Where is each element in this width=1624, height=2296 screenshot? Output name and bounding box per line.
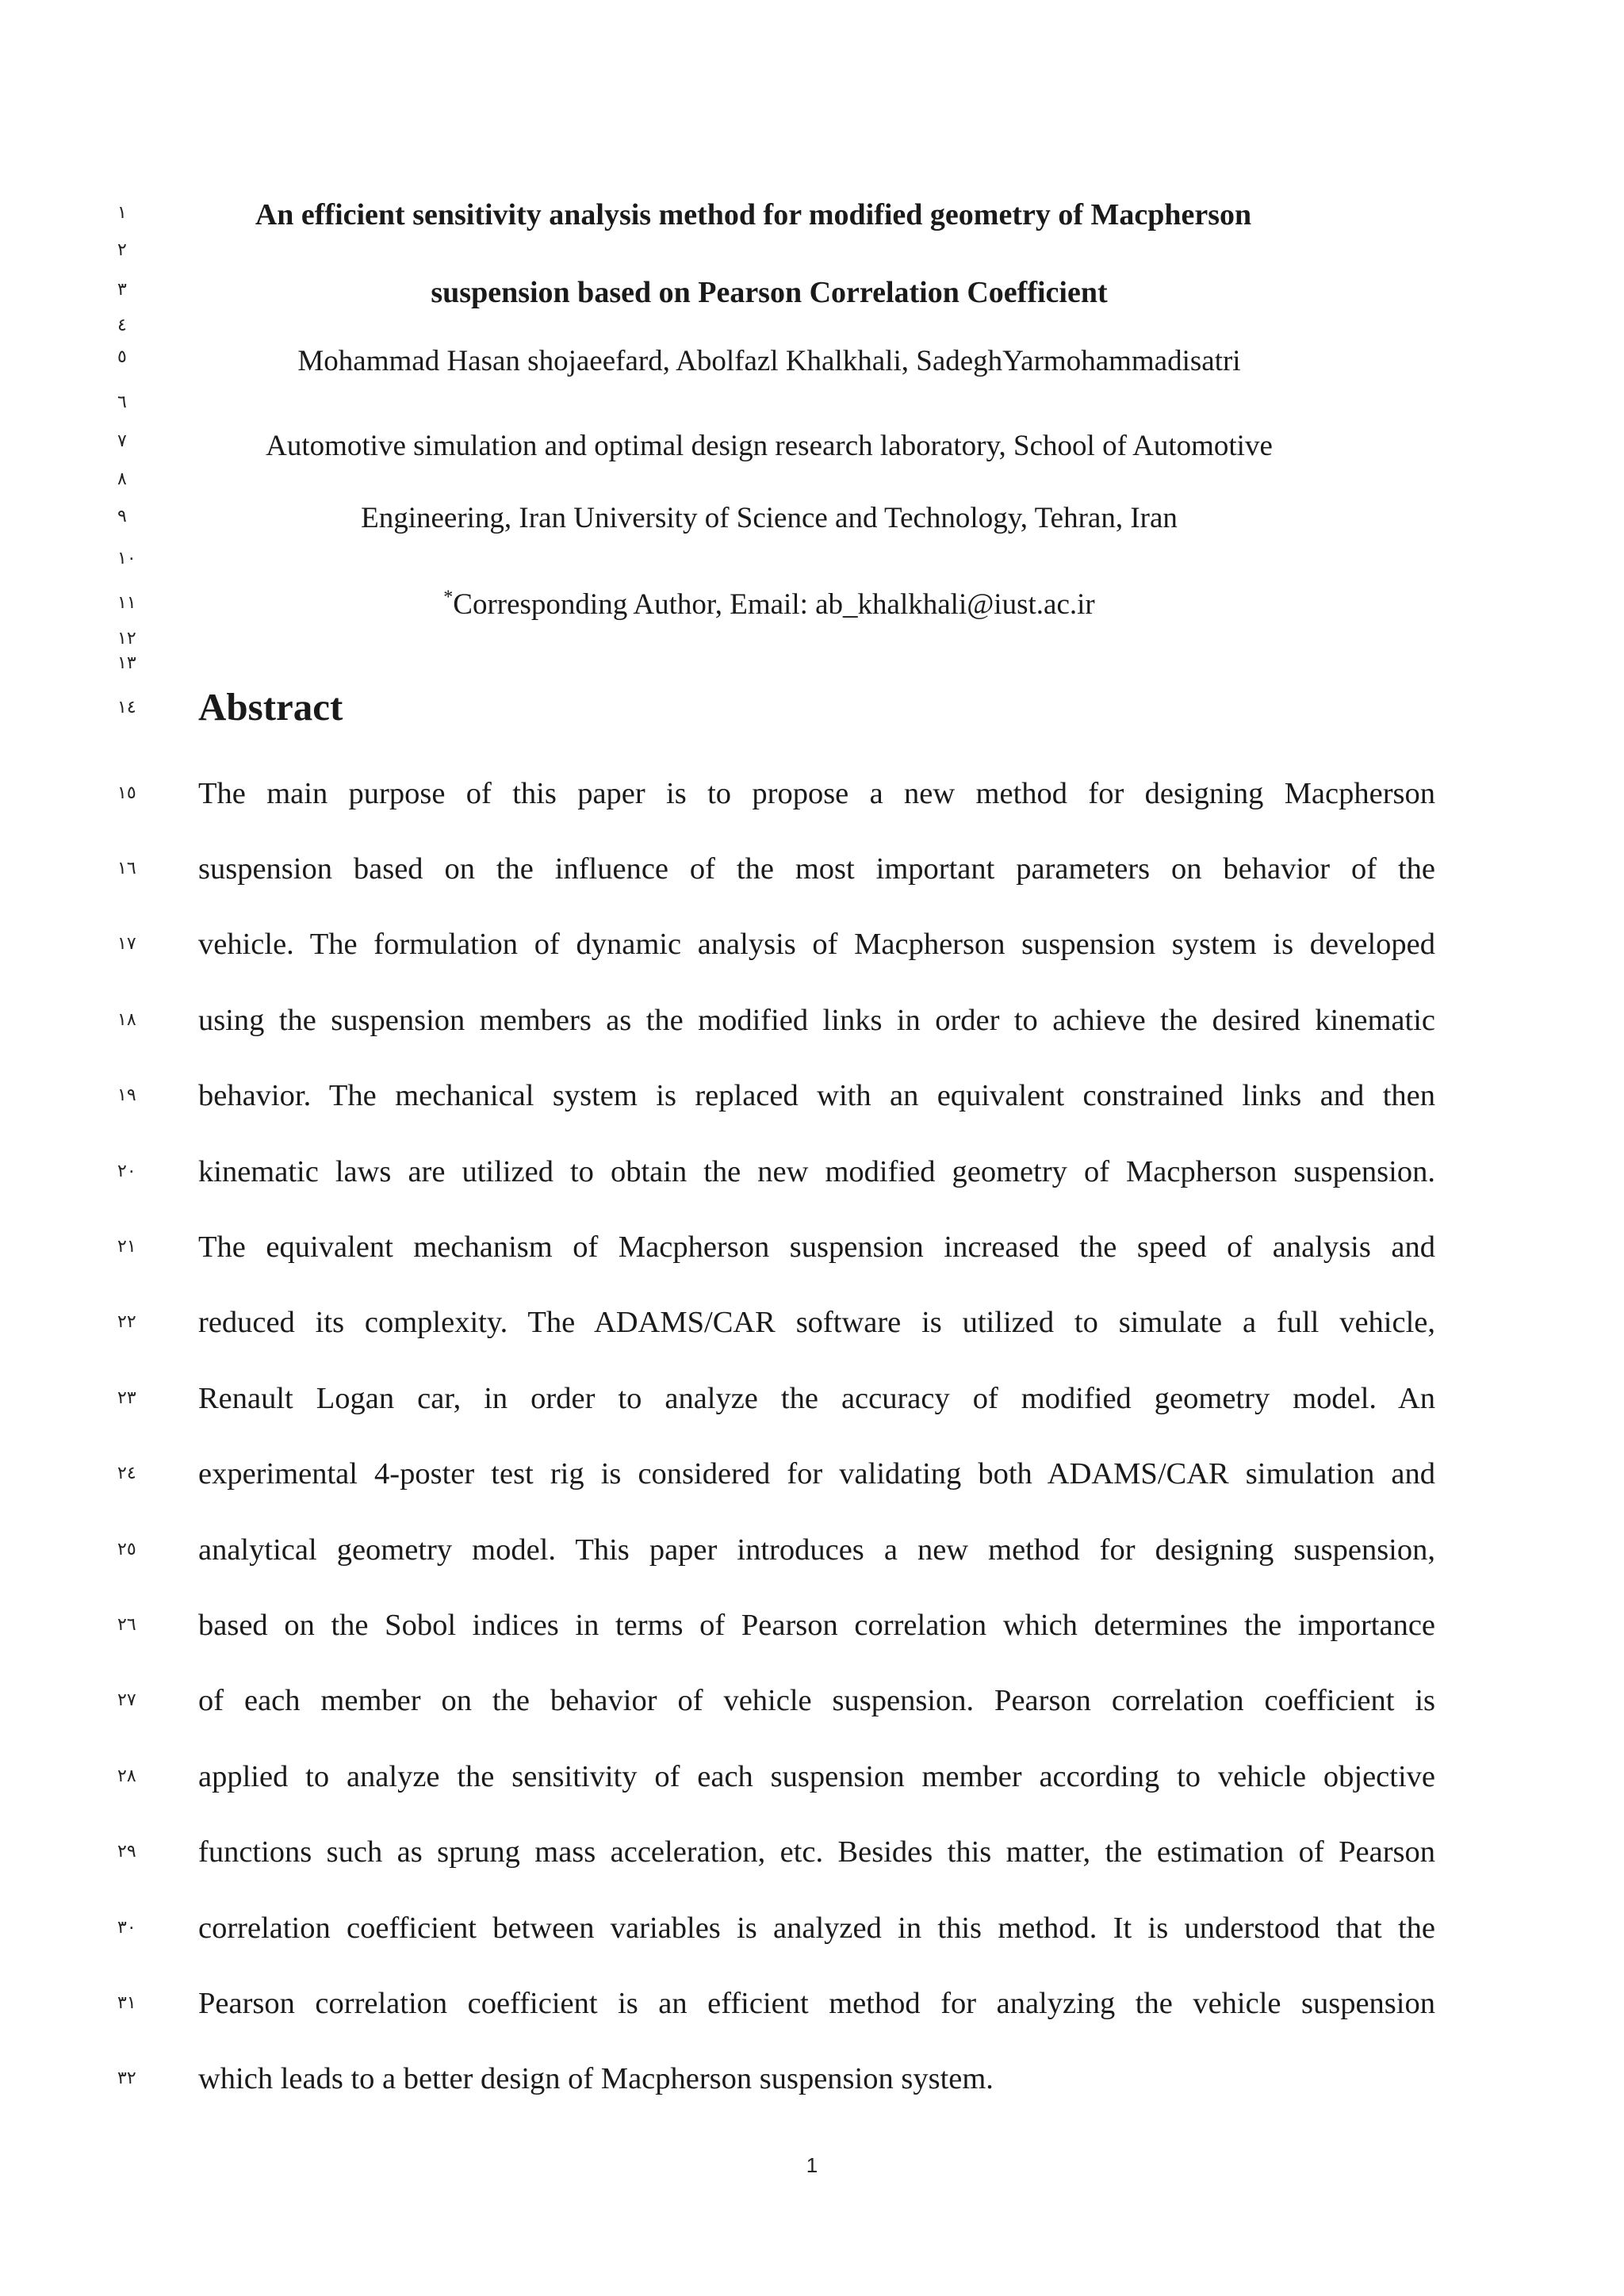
line-number: ٨ bbox=[117, 469, 127, 489]
line-number: ١ bbox=[117, 203, 127, 223]
line-number: ٢٥ bbox=[117, 1540, 136, 1559]
line-number: ٢٩ bbox=[117, 1842, 136, 1862]
abstract-line: The main purpose of this paper is to propose a new method for designing Macpherson bbox=[198, 777, 1435, 810]
abstract-line: based on the Sobol indices in terms of Pearson correlation which determines the importance bbox=[198, 1609, 1435, 1642]
abstract-heading: Abstract bbox=[198, 685, 343, 729]
paper-title-line-1: An efficient sensitivity analysis method for modified geometry of Macpherson bbox=[255, 198, 1252, 232]
line-number: ٣ bbox=[117, 280, 127, 300]
line-number: ١٠ bbox=[117, 549, 136, 568]
abstract-line: The equivalent mechanism of Macpherson suspension increased the speed of analysis and bbox=[198, 1230, 1435, 1264]
abstract-line: Pearson correlation coefficient is an efficient method for analyzing the vehicle suspension bbox=[198, 1987, 1435, 2020]
line-number: ٢١ bbox=[117, 1237, 136, 1257]
line-number: ٣١ bbox=[117, 1993, 136, 2013]
corresponding-author-text: Corresponding Author, Email: ab_khalkhali@iust.ac.ir bbox=[453, 588, 1095, 621]
abstract-line: behavior. The mechanical system is replaced with an equivalent constrained links and then bbox=[198, 1079, 1435, 1112]
line-number: ٥ bbox=[117, 347, 127, 367]
line-number: ٢٧ bbox=[117, 1690, 136, 1710]
line-number: ١١ bbox=[117, 593, 136, 613]
abstract-line: using the suspension members as the modified links in order to achieve the desired kinematic bbox=[198, 1004, 1435, 1037]
abstract-line: analytical geometry model. This paper introduces a new method for designing suspension, bbox=[198, 1533, 1435, 1567]
abstract-line: suspension based on the influence of the most important parameters on behavior of the bbox=[198, 852, 1435, 886]
asterisk-mark: * bbox=[443, 587, 454, 608]
line-number: ٢٣ bbox=[117, 1388, 136, 1408]
abstract-line: which leads to a better design of Macpherson suspension system. bbox=[198, 2062, 994, 2095]
line-number: ٢٢ bbox=[117, 1312, 136, 1332]
line-number: ٧ bbox=[117, 431, 127, 451]
line-number: ١٦ bbox=[117, 859, 136, 878]
line-number: ٦ bbox=[117, 392, 127, 412]
abstract-line: vehicle. The formulation of dynamic analysis of Macpherson suspension system is developed bbox=[198, 928, 1435, 961]
abstract-line: reduced its complexity. The ADAMS/CAR software is utilized to simulate a full vehicle, bbox=[198, 1306, 1435, 1339]
abstract-line: experimental 4-poster test rig is considered for validating both ADAMS/CAR simulation and bbox=[198, 1457, 1435, 1490]
line-number: ٢٦ bbox=[117, 1615, 136, 1635]
line-number: ٤ bbox=[117, 316, 127, 335]
line-number: ٢٠ bbox=[117, 1161, 136, 1181]
line-number: ١٣ bbox=[117, 653, 136, 673]
paper-title-line-2: suspension based on Pearson Correlation Coefficient bbox=[431, 276, 1108, 309]
corresponding-author bbox=[151, 587, 1388, 621]
line-number: ١٩ bbox=[117, 1085, 136, 1105]
abstract-line: applied to analyze the sensitivity of each suspension member according to vehicle objective bbox=[198, 1760, 1435, 1793]
line-number: ١٧ bbox=[117, 934, 136, 954]
line-number: ٣٢ bbox=[117, 2068, 136, 2088]
author-list: Mohammad Hasan shojaeefard, Abolfazl Khalkhali, SadeghYarmohammadisatri bbox=[297, 345, 1241, 377]
abstract-line: of each member on the behavior of vehicle suspension. Pearson correlation coefficient is bbox=[198, 1684, 1435, 1717]
page-number: 1 bbox=[806, 2153, 818, 2177]
line-number: ٢٨ bbox=[117, 1766, 136, 1786]
line-number: ١٨ bbox=[117, 1010, 136, 1030]
line-number: ١٤ bbox=[117, 698, 136, 718]
line-number: ٩ bbox=[117, 507, 127, 526]
affiliation-line-1: Automotive simulation and optimal design research laboratory, School of Automotive bbox=[266, 430, 1273, 462]
abstract-line: functions such as sprung mass acceleration, etc. Besides this matter, the estimation of Pearson bbox=[198, 1835, 1435, 1869]
line-number: ١٢ bbox=[117, 629, 136, 649]
abstract-line: kinematic laws are utilized to obtain the new modified geometry of Macpherson suspension. bbox=[198, 1155, 1435, 1188]
line-number: ٢٤ bbox=[117, 1464, 136, 1483]
abstract-line: correlation coefficient between variables is analyzed in this method. It is understood that the bbox=[198, 1911, 1435, 1945]
line-number: ٣٠ bbox=[117, 1918, 136, 1938]
affiliation-line-2: Engineering, Iran University of Science and Technology, Tehran, Iran bbox=[361, 502, 1178, 534]
abstract-line: Renault Logan car, in order to analyze the accuracy of modified geometry model. An bbox=[198, 1382, 1435, 1415]
line-number: ١٥ bbox=[117, 783, 136, 803]
line-number: ٢ bbox=[117, 240, 127, 260]
